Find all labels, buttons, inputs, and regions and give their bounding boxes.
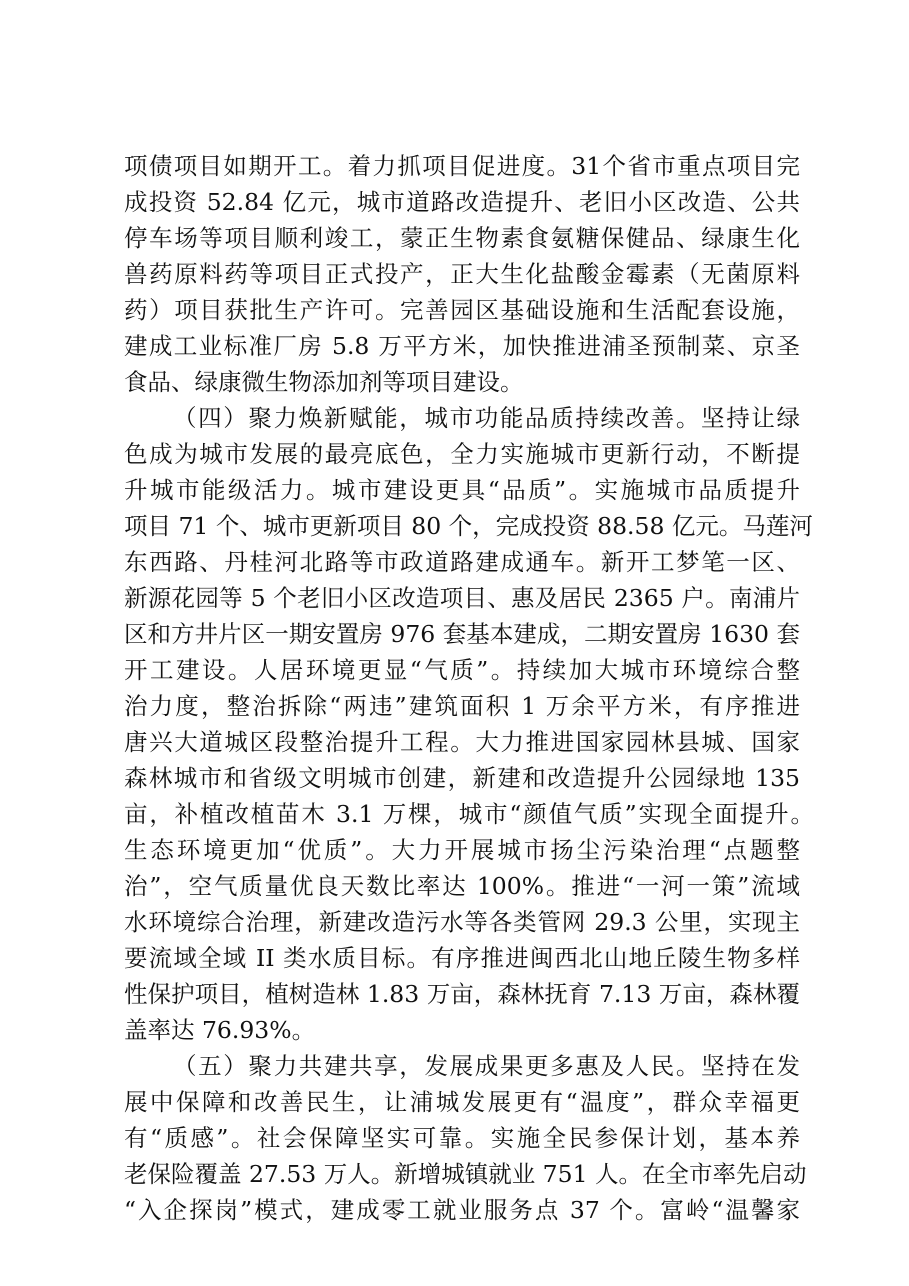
text-line: 区和方井片区一期安置房 976 套基本建成，二期安置房 1630 套 bbox=[124, 620, 800, 648]
text-line: 治”，空气质量优良天数比率达 100%。推进“一河一策”流域 bbox=[124, 872, 800, 900]
text-line: 项债项目如期开工。着力抓项目促进度。31个省市重点项目完 bbox=[124, 152, 800, 180]
text-line: 新源花园等 5 个老旧小区改造项目、惠及居民 2365 户。南浦片 bbox=[124, 584, 800, 612]
text-line: 要流域全域 II 类水质目标。有序推进闽西北山地丘陵生物多样 bbox=[124, 944, 800, 972]
text-line: 唐兴大道城区段整治提升工程。大力推进国家园林县城、国家 bbox=[124, 728, 800, 756]
text-line: 药）项目获批生产许可。完善园区基础设施和生活配套设施， bbox=[124, 296, 800, 324]
text-line: 性保护项目，植树造林 1.83 万亩，森林抚育 7.13 万亩，森林覆 bbox=[124, 980, 800, 1008]
text-line: 食品、绿康微生物添加剂等项目建设。 bbox=[124, 368, 524, 396]
text-line: 盖率达 76.93%。 bbox=[124, 1016, 316, 1044]
section-heading-line: （五）聚力共建共享，发展成果更多惠及人民。坚持在发 bbox=[173, 1052, 800, 1080]
text-line: 停车场等项目顺利竣工，蒙正生物素食氨糖保健品、绿康生化 bbox=[124, 224, 800, 252]
text-line: 森林城市和省级文明城市创建，新建和改造提升公园绿地 135 bbox=[124, 764, 800, 792]
text-line: 东西路、丹桂河北路等市政道路建成通车。新开工梦笔一区、 bbox=[124, 548, 800, 576]
text-line: 建成工业标准厂房 5.8 万平方米，加快推进浦圣预制菜、京圣 bbox=[124, 332, 800, 360]
text-line: 生态环境更加“优质”。大力开展城市扬尘污染治理“点题整 bbox=[124, 836, 800, 864]
section-heading-line: （四）聚力焕新赋能，城市功能品质持续改善。坚持让绿 bbox=[173, 404, 800, 432]
text-line: 治力度，整治拆除“两违”建筑面积 1 万余平方米，有序推进 bbox=[124, 692, 800, 720]
text-line: 色成为城市发展的最亮底色，全力实施城市更新行动，不断提 bbox=[124, 440, 800, 468]
text-line: 项目 71 个、城市更新项目 80 个，完成投资 88.58 亿元。马莲河 bbox=[124, 512, 813, 540]
text-line: 亩，补植改植苗木 3.1 万棵，城市“颜值气质”实现全面提升。 bbox=[124, 800, 814, 828]
text-line: 开工建设。人居环境更显“气质”。持续加大城市环境综合整 bbox=[124, 656, 800, 684]
text-line: 兽药原料药等项目正式投产，正大生化盐酸金霉素（无菌原料 bbox=[124, 260, 800, 288]
text-line: 升城市能级活力。城市建设更具“品质”。实施城市品质提升 bbox=[124, 476, 800, 504]
text-line: 老保险覆盖 27.53 万人。新增城镇就业 751 人。在全市率先启动 bbox=[124, 1160, 807, 1188]
text-line: 展中保障和改善民生，让浦城发展更有“温度”，群众幸福更 bbox=[124, 1088, 800, 1116]
text-line: 有“质感”。社会保障坚实可靠。实施全民参保计划，基本养 bbox=[124, 1124, 800, 1152]
text-line: 水环境综合治理，新建改造污水等各类管网 29.3 公里，实现主 bbox=[124, 908, 800, 936]
text-line: 成投资 52.84 亿元，城市道路改造提升、老旧小区改造、公共 bbox=[124, 188, 800, 216]
text-line: “入企探岗”模式，建成零工就业服务点 37 个。富岭“温馨家 bbox=[124, 1196, 800, 1224]
